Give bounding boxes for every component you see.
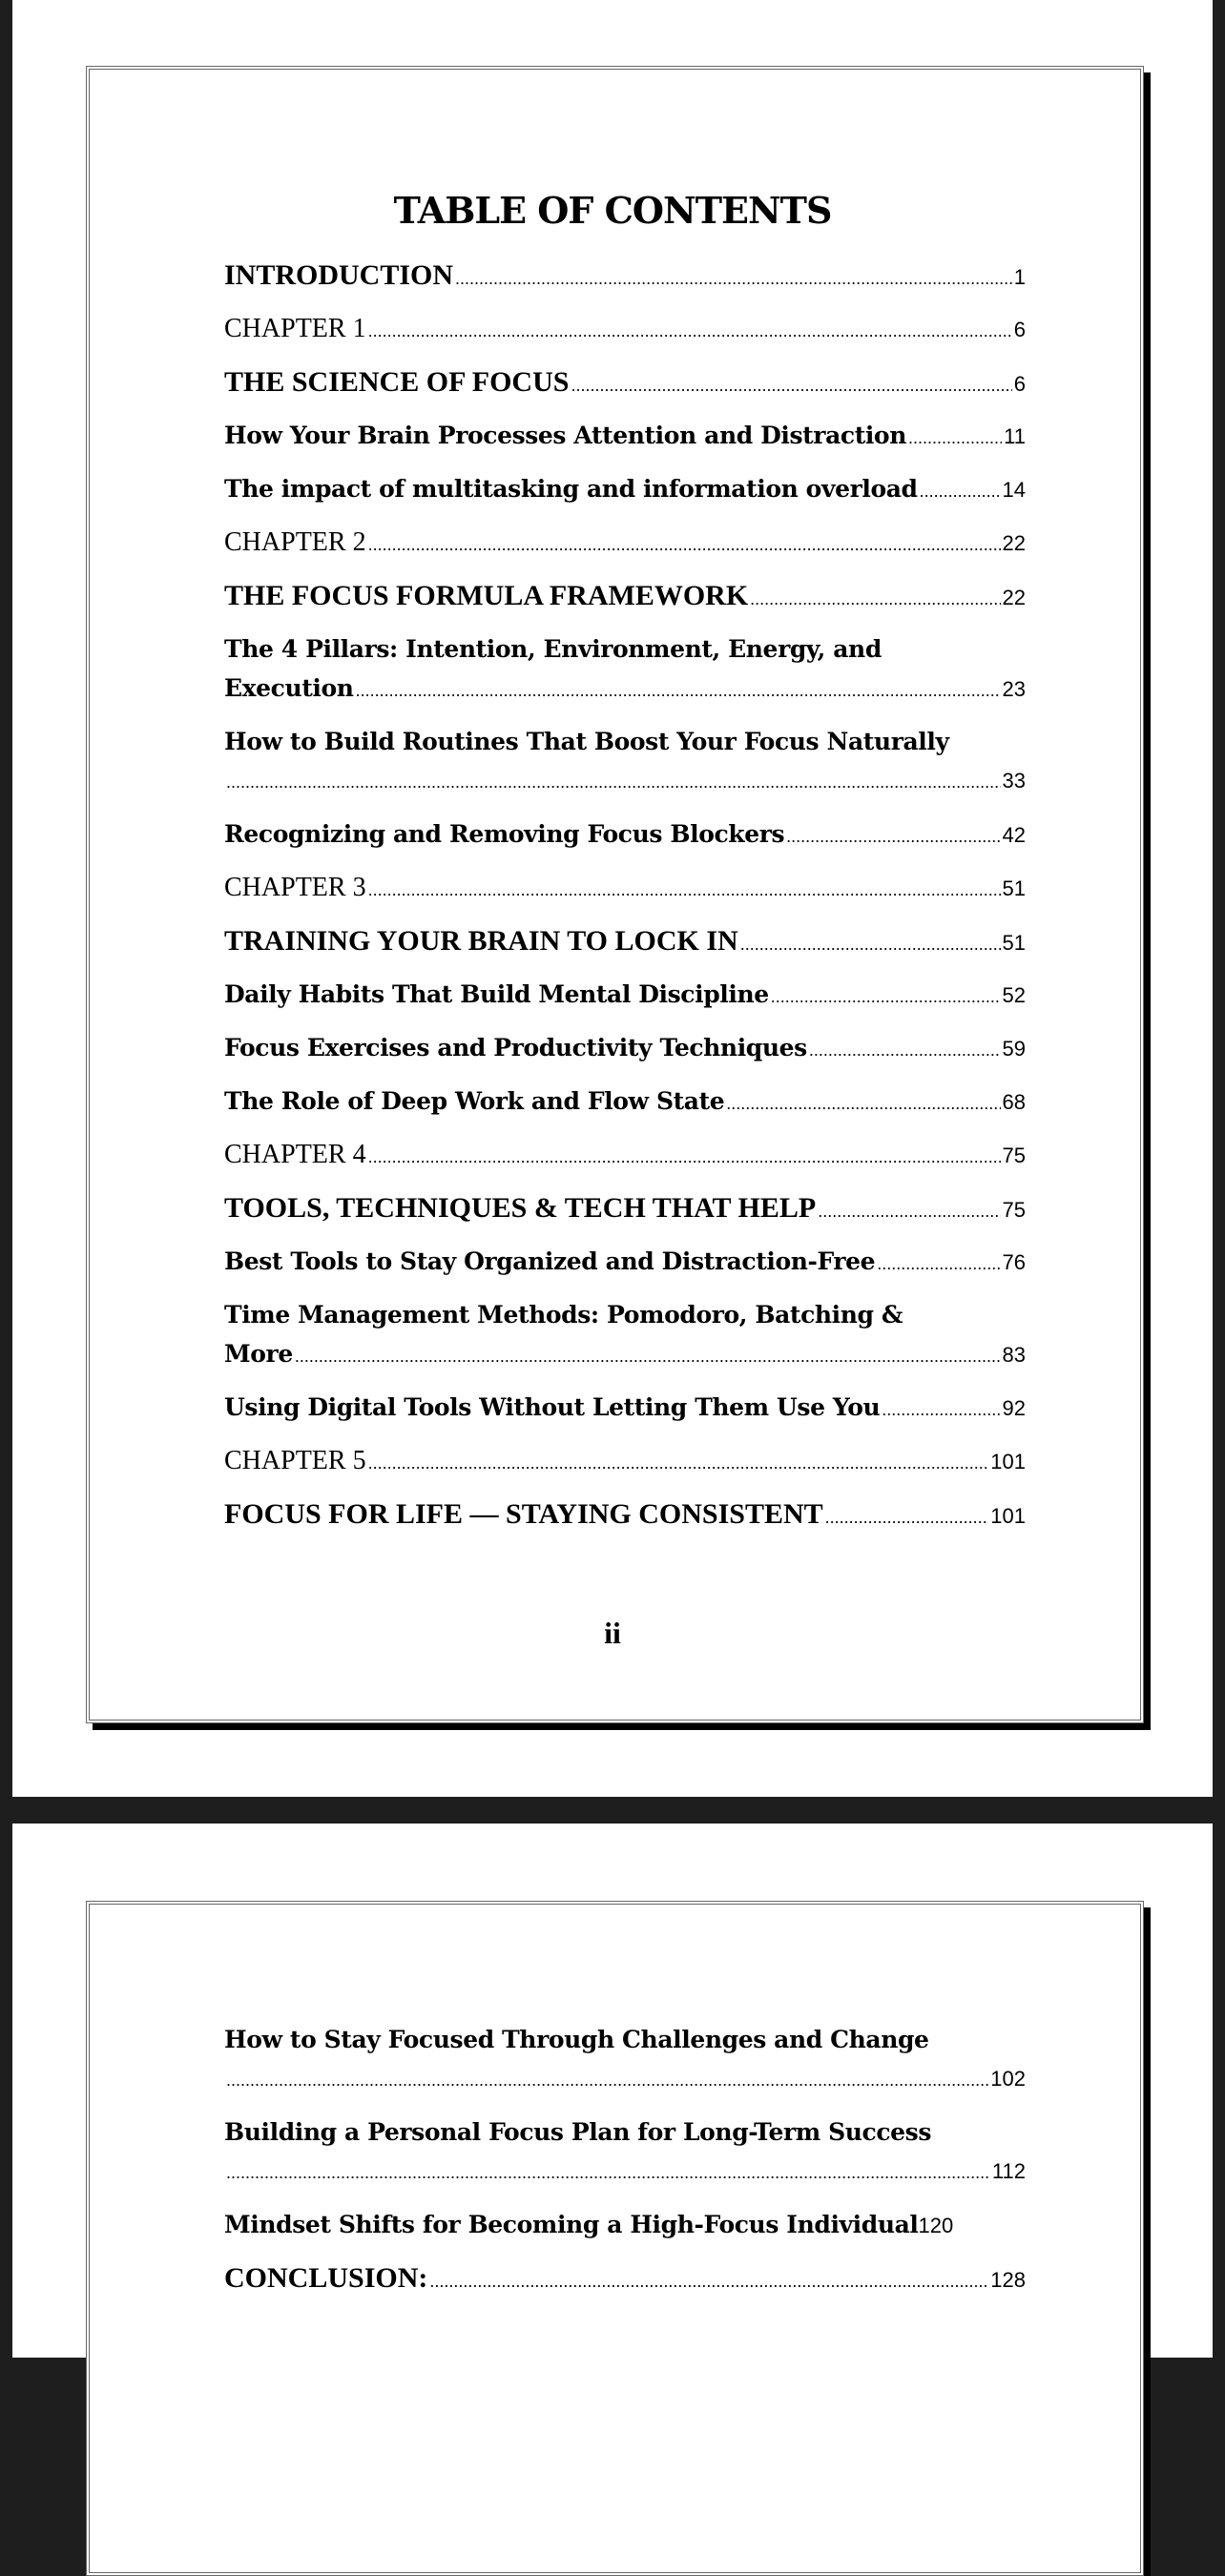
toc-entry[interactable] (224, 416, 1026, 455)
toc-entry-page: 59 (1002, 1037, 1026, 1061)
toc-entry[interactable] (224, 921, 1026, 960)
toc-entry[interactable] (224, 469, 1026, 508)
toc-entry-title: CHAPTER 5 (224, 1446, 366, 1475)
dot-leader (368, 1138, 1001, 1177)
toc-entry[interactable] (224, 362, 1026, 402)
toc-entry-page: 92 (1002, 1396, 1026, 1420)
toc-entry-line (224, 669, 1026, 708)
toc-entry-title: How to Stay Focused Through Challenges and Change (224, 2026, 929, 2053)
toc-entry-page: 11 (1004, 424, 1026, 448)
dot-leader (571, 366, 1011, 405)
toc-entry-title: INTRODUCTION (224, 259, 454, 291)
toc-entry[interactable] (224, 1242, 1026, 1281)
dot-leader (809, 1031, 1001, 1070)
toc-entry-title: TOOLS, TECHNIQUES & TECH THAT HELP (224, 1192, 817, 1224)
dot-leader (825, 1498, 989, 1537)
toc-list (224, 256, 1026, 1548)
dot-leader (226, 2061, 988, 2100)
toc-entry-page: 128 (990, 2268, 1026, 2292)
toc-entry-title: How Your Brain Processes Attention and Distraction (224, 422, 906, 449)
toc-entry-line (224, 1388, 1026, 1427)
toc-entry[interactable] (224, 2205, 1026, 2244)
toc-entry-line (224, 761, 1026, 800)
dot-leader (771, 978, 1001, 1017)
toc-entry-line (224, 2205, 1026, 2244)
toc-entry-line (224, 256, 1026, 295)
toc-entry-title: Recognizing and Removing Focus Blockers (224, 820, 785, 848)
toc-entry-line (224, 1441, 1026, 1480)
toc-entry-line (224, 868, 1026, 907)
dot-leader (726, 1084, 1000, 1123)
toc-entry-line (224, 2059, 1026, 2098)
toc-entry-line (224, 469, 1026, 508)
toc-entry[interactable] (224, 576, 1026, 615)
dot-leader (786, 817, 1000, 856)
dot-leader (877, 1245, 1000, 1284)
toc-entry[interactable] (224, 2258, 1026, 2298)
toc-entry[interactable] (224, 1295, 1026, 1373)
toc-entry-title: The 4 Pillars: Intention, Environment, Energy, and (224, 635, 882, 663)
dot-leader (368, 312, 1012, 351)
toc-entry-page: 22 (1002, 586, 1026, 609)
dot-leader (368, 526, 1001, 565)
toc-entry-line (224, 814, 1026, 854)
toc-entry[interactable] (224, 2020, 1026, 2098)
toc-entry-line (224, 921, 1026, 960)
toc-entry[interactable] (224, 722, 1026, 800)
document-page-2 (12, 1824, 1213, 2358)
toc-entry-page: 52 (1002, 983, 1026, 1007)
toc-entry-title: Best Tools to Stay Organized and Distraction-Free (224, 1247, 876, 1275)
toc-entry[interactable] (224, 1441, 1026, 1480)
toc-entry-title: More (224, 1340, 293, 1368)
toc-entry-page: 51 (1002, 876, 1026, 900)
document-page-1 (12, 0, 1213, 1797)
toc-entry-line (224, 629, 1026, 669)
toc-entry-line (224, 1295, 1026, 1334)
toc-heading: TABLE OF CONTENTS (393, 189, 832, 232)
toc-entry-title: Focus Exercises and Productivity Techniques (224, 1034, 807, 1061)
toc-entry-line (224, 523, 1026, 562)
toc-entry[interactable] (224, 1494, 1026, 1534)
toc-entry[interactable] (224, 1188, 1026, 1227)
toc-entry-line (224, 309, 1026, 348)
toc-entry-page: 101 (990, 1504, 1026, 1528)
toc-entry-title: Using Digital Tools Without Letting Them Use You (224, 1393, 881, 1421)
toc-entry-title: THE FOCUS FORMULA FRAMEWORK (224, 580, 749, 611)
dot-leader (368, 1444, 989, 1483)
dot-leader (920, 472, 1001, 511)
dot-leader (908, 419, 1002, 458)
toc-entry-page: 51 (1002, 931, 1026, 955)
toc-entry-line (224, 576, 1026, 615)
toc-entry-page: 1 (1013, 265, 1026, 289)
toc-entry[interactable] (224, 309, 1026, 348)
toc-entry-line (224, 1242, 1026, 1281)
dot-leader (740, 925, 1001, 964)
toc-entry-title: How to Build Routines That Boost Your Focus Naturally (224, 728, 949, 755)
toc-entry-line (224, 1082, 1026, 1121)
toc-entry[interactable] (224, 1135, 1026, 1174)
toc-list (224, 2020, 1026, 2312)
toc-entry-title: Time Management Methods: Pomodoro, Batching & (224, 1301, 903, 1329)
toc-entry-title: CHAPTER 2 (224, 527, 366, 557)
dot-leader (368, 871, 1001, 910)
toc-entry-title: CHAPTER 1 (224, 314, 366, 343)
toc-entry-page: 23 (1002, 677, 1026, 701)
dot-leader (226, 763, 1001, 802)
toc-entry[interactable] (224, 814, 1026, 854)
dot-leader (455, 259, 1012, 299)
toc-entry[interactable] (224, 629, 1026, 708)
toc-entry-page: 101 (990, 1450, 1026, 1473)
toc-entry-page: 75 (1002, 1144, 1026, 1167)
toc-entry[interactable] (224, 975, 1026, 1014)
toc-entry-page: 6 (1013, 372, 1026, 396)
toc-entry-title: The impact of multitasking and information overload (224, 475, 918, 503)
toc-entry-line (224, 2152, 1026, 2191)
toc-entry-title: Daily Habits That Build Mental Discipline (224, 980, 769, 1008)
dot-leader (429, 2262, 988, 2301)
toc-entry-page: 6 (1013, 318, 1026, 341)
dot-leader (226, 2154, 990, 2193)
toc-entry-title: Mindset Shifts for Becoming a High-Focus Individual (224, 2211, 919, 2238)
toc-entry-page: 75 (1002, 1198, 1026, 1222)
toc-entry-line (224, 2258, 1026, 2298)
toc-entry-page: 33 (1002, 769, 1026, 793)
dot-leader (750, 580, 1000, 619)
toc-entry-page: 76 (1002, 1250, 1026, 1274)
toc-entry[interactable] (224, 1028, 1026, 1067)
dot-leader (356, 671, 1001, 711)
toc-entry-page: 112 (991, 2159, 1026, 2183)
toc-entry-line (224, 2020, 1026, 2059)
toc-entry[interactable] (224, 256, 1026, 295)
toc-entry-title: CONCLUSION: (224, 2262, 428, 2294)
toc-entry-line (224, 722, 1026, 761)
toc-entry-page: 102 (990, 2067, 1026, 2091)
toc-entry-line (224, 1135, 1026, 1174)
dot-leader (818, 1192, 1000, 1231)
toc-entry[interactable] (224, 523, 1026, 562)
page-number: ii (604, 1616, 621, 1650)
toc-entry[interactable] (224, 868, 1026, 907)
toc-entry-line (224, 975, 1026, 1014)
toc-entry[interactable] (224, 1082, 1026, 1121)
toc-entry-line (224, 1028, 1026, 1067)
toc-entry-title: TRAINING YOUR BRAIN TO LOCK IN (224, 925, 738, 957)
toc-entry-page: 42 (1002, 823, 1026, 847)
toc-entry-page: 68 (1002, 1090, 1026, 1114)
toc-entry-title: CHAPTER 4 (224, 1140, 366, 1169)
toc-entry-title: CHAPTER 3 (224, 873, 366, 902)
toc-entry-title: Execution (224, 674, 354, 702)
toc-entry-line (224, 1188, 1026, 1227)
toc-entry-title: THE SCIENCE OF FOCUS (224, 366, 570, 398)
toc-entry-page: 120 (918, 2214, 954, 2237)
toc-entry-line (224, 1334, 1026, 1373)
toc-entry-line (224, 362, 1026, 402)
toc-entry-page: 22 (1002, 531, 1026, 555)
toc-entry-page: 83 (1002, 1343, 1026, 1367)
dot-leader (295, 1337, 1001, 1376)
toc-entry-line (224, 1494, 1026, 1534)
toc-entry[interactable] (224, 2112, 1026, 2191)
toc-entry-line (224, 416, 1026, 455)
toc-entry-page: 14 (1002, 478, 1026, 502)
toc-entry-title: Building a Personal Focus Plan for Long-Term Success (224, 2118, 932, 2146)
toc-entry-title: The Role of Deep Work and Flow State (224, 1087, 725, 1115)
toc-entry[interactable] (224, 1388, 1026, 1427)
toc-entry-line (224, 2112, 1026, 2152)
dot-leader (882, 1391, 1000, 1430)
toc-entry-title: FOCUS FOR LIFE — STAYING CONSISTENT (224, 1498, 823, 1530)
